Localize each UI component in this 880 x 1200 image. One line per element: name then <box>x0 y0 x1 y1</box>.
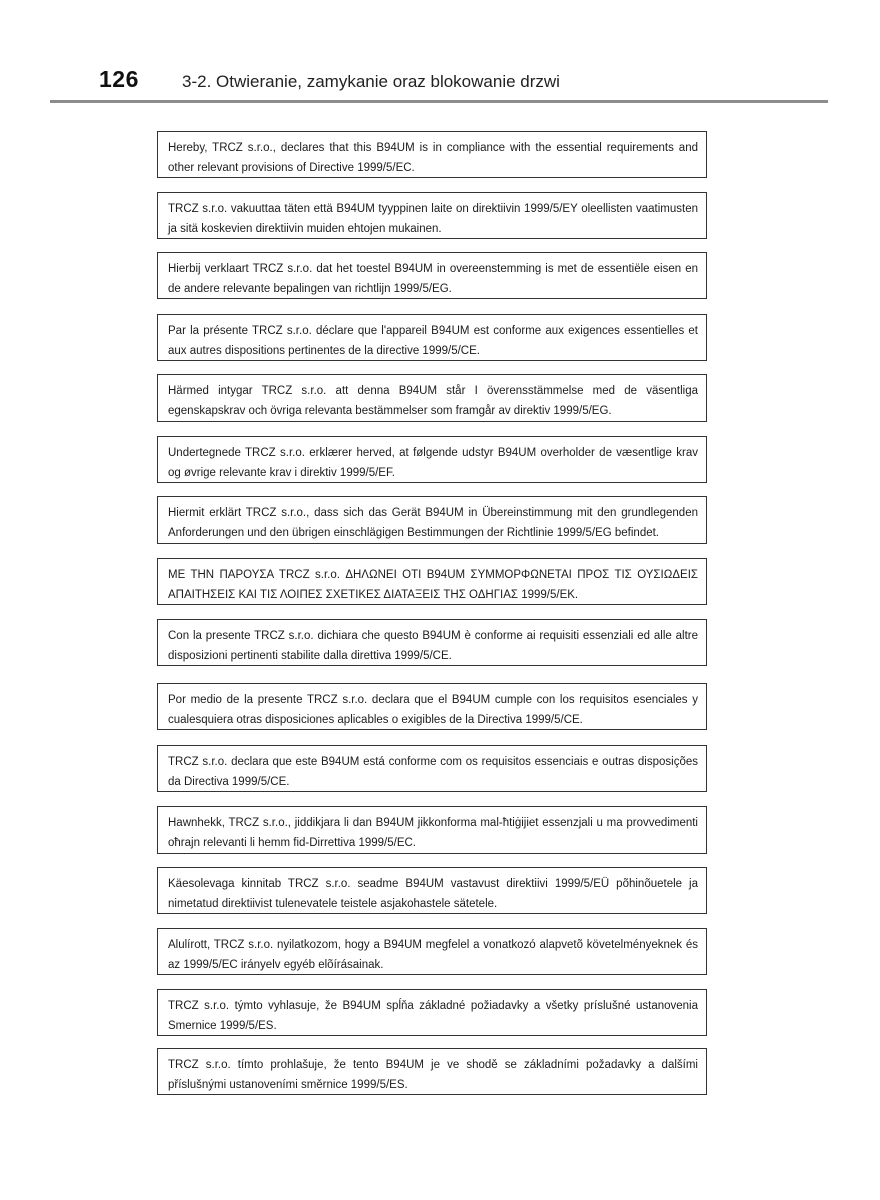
declaration-box-en: Hereby, TRCZ s.r.o., declares that this B94UM is in compliance with the essential requirements and other relevant provisions of Directive 1999/5/EC. <box>157 131 707 178</box>
declaration-box-el: ΜΕ ΤΗΝ ΠΑΡΟΥΣΑ TRCZ s.r.o. ΔΗΛΩΝΕΙ ΟΤΙ B94UM ΣΥΜΜΟΡΦΩΝΕΤΑΙ ΠΡΟΣ ΤΙΣ ΟΥΣΙΩΔΕΙΣ ΑΠΑΙΤΗΣΕΙΣ ΚΑΙ ΤΙΣ ΛΟΙΠΕΣ ΣΧΕΤΙΚΕΣ ΔΙΑΤΑΞΕΙΣ ΤΗΣ ΟΔΗΓΙΑΣ 1999/5/ΕΚ. <box>157 558 707 605</box>
declaration-box-nl: Hierbij verklaart TRCZ s.r.o. dat het toestel B94UM in overeenstemming is met de essentiële eisen en de andere relevante bepalingen van richtlijn 1999/5/EG. <box>157 252 707 299</box>
header-rule <box>50 100 828 103</box>
declaration-box-it: Con la presente TRCZ s.r.o. dichiara che questo B94UM è conforme ai requisiti essenziali ed alle altre disposizioni pertinenti stabilite dalla direttiva 1999/5/CE. <box>157 619 707 666</box>
declaration-box-mt: Hawnhekk, TRCZ s.r.o., jiddikjara li dan B94UM jikkonforma mal-ħtiġijiet essenzjali u ma provvedimenti oħrajn relevanti li hemm fid-Dirrettiva 1999/5/EC. <box>157 806 707 854</box>
declaration-box-de: Hiermit erklärt TRCZ s.r.o., dass sich das Gerät B94UM in Übereinstimmung mit den grundlegenden Anforderungen und den übrigen einschlägigen Bestimmungen der Richtlinie 1999/5/EG befindet. <box>157 496 707 544</box>
declaration-box-pt: TRCZ s.r.o. declara que este B94UM está conforme com os requisitos essenciais e outras disposições da Directiva 1999/5/CE. <box>157 745 707 792</box>
page-header <box>0 0 880 110</box>
declaration-box-fr: Par la présente TRCZ s.r.o. déclare que l'appareil B94UM est conforme aux exigences essentielles et aux autres dispositions pertinentes de la directive 1999/5/CE. <box>157 314 707 361</box>
declaration-box-fi: TRCZ s.r.o. vakuuttaa täten että B94UM tyyppinen laite on direktiivin 1999/5/EY oleellisten vaatimusten ja sitä koskevien direktiivin muiden ehtojen mukainen. <box>157 192 707 239</box>
declaration-box-sk: TRCZ s.r.o. týmto vyhlasuje, že B94UM spĺňa základné požiadavky a všetky príslušné ustanovenia Smernice 1999/5/ES. <box>157 989 707 1036</box>
declaration-box-sv: Härmed intygar TRCZ s.r.o. att denna B94UM står I överensstämmelse med de väsentliga egenskapskrav och övriga relevanta bestämmelser som framgår av direktiv 1999/5/EG. <box>157 374 707 422</box>
declaration-box-hu: Alulírott, TRCZ s.r.o. nyilatkozom, hogy a B94UM megfelel a vonatkozó alapvetõ követelményeknek és az 1999/5/EC irányelv egyéb elõírásainak. <box>157 928 707 975</box>
section-title: 3-2. Otwieranie, zamykanie oraz blokowanie drzwi <box>182 72 560 91</box>
declaration-box-es: Por medio de la presente TRCZ s.r.o. declara que el B94UM cumple con los requisitos esenciales y cualesquiera otras disposiciones aplicables o exigibles de la Directiva 1999/5/CE. <box>157 683 707 730</box>
declaration-box-da: Undertegnede TRCZ s.r.o. erklærer herved, at følgende udstyr B94UM overholder de væsentlige krav og øvrige relevante krav i direktiv 1999/5/EF. <box>157 436 707 483</box>
declaration-box-et: Käesolevaga kinnitab TRCZ s.r.o. seadme B94UM vastavust direktiivi 1999/5/EÜ põhinõuetele ja nimetatud direktiivist tulenevatele teistele asjakohastele sätetele. <box>157 867 707 914</box>
page-number: 126 <box>99 66 139 92</box>
declaration-box-cs: TRCZ s.r.o. tímto prohlašuje, že tento B94UM je ve shodě se základními požadavky a dalšími příslušnými ustanoveními směrnice 1999/5/ES. <box>157 1048 707 1095</box>
